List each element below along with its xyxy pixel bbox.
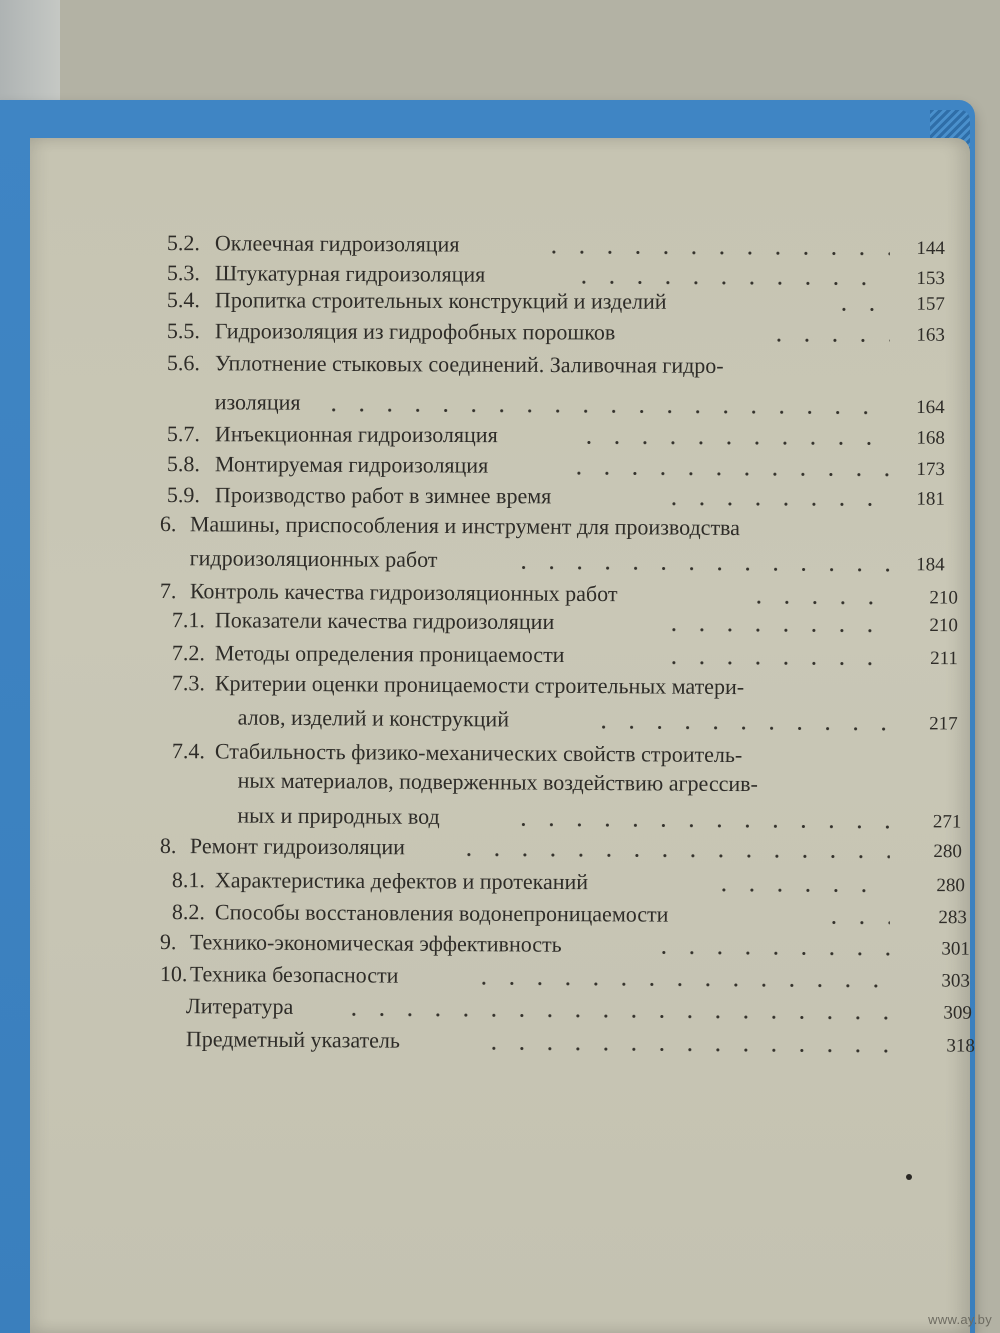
toc-page-number: 211 — [930, 648, 958, 670]
toc-page-number: 153 — [916, 267, 945, 290]
toc-entry-number: 5.6. — [166, 350, 200, 376]
toc-page-number: 168 — [916, 427, 945, 449]
toc-entry-title: Способы восстановления водонепроницаемости — [214, 899, 669, 927]
toc-entry-title: Характеристика дефектов и протеканий — [214, 867, 589, 895]
toc-entry-number: 7.1. — [171, 607, 205, 633]
toc-entry-number: 5.5. — [166, 318, 200, 344]
toc-page-number: 210 — [929, 615, 958, 637]
toc-entry-title: Контроль качества гидроизоляционных работ — [189, 578, 618, 607]
toc-page-number: 210 — [929, 587, 958, 609]
toc-leader-dots — [765, 338, 890, 342]
toc-page-number: 301 — [941, 938, 970, 960]
toc-entry-title: Критерии оценки проницаемости строительных матери- — [214, 670, 745, 700]
toc-leader-dots — [820, 920, 890, 924]
toc-leader-dots — [660, 502, 890, 507]
toc-entry-title: Предметный указатель — [185, 1026, 401, 1053]
toc-page-number: 181 — [916, 488, 945, 510]
toc-entry-title: Монтируемая гидроизоляция — [214, 451, 489, 478]
toc-entry-number: 8. — [159, 833, 177, 859]
toc-entry-number: 7.3. — [171, 670, 205, 696]
toc-entry-title: ных материалов, подверженных воздействию агрессив- — [237, 767, 759, 797]
toc-entry-number: 10. — [159, 961, 188, 987]
toc-entry-number: 5.9. — [166, 482, 200, 508]
toc-entry-number: 6. — [159, 511, 177, 537]
toc-page-number: 280 — [933, 841, 962, 863]
toc-page-number: 217 — [929, 713, 958, 735]
toc-page-number: 309 — [943, 1002, 972, 1024]
toc-entry-title: Техника безопасности — [189, 961, 399, 988]
toc-entry-title: ных и природных вод — [237, 802, 440, 829]
toc-leader-dots — [830, 307, 890, 311]
toc-entry-number: 9. — [159, 929, 177, 955]
toc-entry-title: алов, изделий и конструкций — [237, 704, 510, 732]
toc-entry-number: 7.4. — [171, 738, 205, 764]
toc-page-number: 318 — [946, 1035, 975, 1057]
toc-entry-title: Пропитка строительных конструкций и изделий — [214, 287, 667, 314]
toc-page-number: 164 — [916, 396, 945, 419]
toc-entry-title: Штукатурная гидроизоляция — [214, 260, 486, 287]
toc-entry-title: Машины, приспособления и инструмент для производства — [189, 511, 741, 541]
toc-entry-number: 5.3. — [166, 260, 200, 286]
toc-entry-number: 7. — [159, 578, 177, 604]
page-mark — [906, 1174, 912, 1180]
toc-entry-title: Показатели качества гидроизоляции — [214, 607, 555, 635]
toc-entry-number: 5.2. — [166, 230, 200, 256]
toc-entry-title: изоляция — [214, 389, 301, 415]
toc-entry-number: 7.2. — [171, 640, 205, 666]
toc-page-number: 303 — [941, 970, 970, 992]
toc-entry-number: 8.1. — [171, 867, 205, 893]
toc-entry — [1, 0, 1000, 260]
toc-page-number: 271 — [932, 811, 962, 833]
toc-page-number: 144 — [916, 237, 945, 260]
toc-entry-number: 8.2. — [171, 899, 205, 925]
toc-page-number: 283 — [938, 907, 967, 929]
toc-page-number: 184 — [916, 554, 945, 576]
toc-page-number: 173 — [916, 458, 945, 481]
toc-page-number: 163 — [916, 324, 945, 346]
toc-entry-title: Технико-экономическая эффективность — [189, 929, 562, 957]
watermark-text: www.ay.by — [928, 1312, 992, 1327]
toc-entry-number: 5.4. — [166, 287, 200, 313]
toc-entry-title: гидроизоляционных работ — [189, 545, 438, 572]
toc-entry-title: Ремонт гидроизоляции — [189, 833, 405, 860]
toc-entry-title: Уплотнение стыковых соединений. Заливочная гидро- — [214, 350, 724, 378]
toc-entry-number: 5.7. — [166, 421, 200, 447]
toc-entry-title: Стабильность физико-механических свойств строитель- — [214, 738, 743, 768]
toc-page-number: 157 — [916, 293, 945, 315]
toc-entry-number: 5.8. — [166, 451, 200, 477]
toc-entry-title: Литература — [185, 993, 294, 1019]
toc-entry-title: Инъекционная гидроизоляция — [214, 421, 498, 448]
toc-page-number: 280 — [936, 875, 965, 897]
toc-entry-title: Гидроизоляция из гидрофобных порошков — [214, 318, 616, 345]
toc-entry-title: Производство работ в зимнее время — [214, 482, 552, 509]
toc-entry-title: Оклеечная гидроизоляция — [214, 230, 460, 257]
toc-entry-title: Методы определения проницаемости — [214, 640, 565, 668]
